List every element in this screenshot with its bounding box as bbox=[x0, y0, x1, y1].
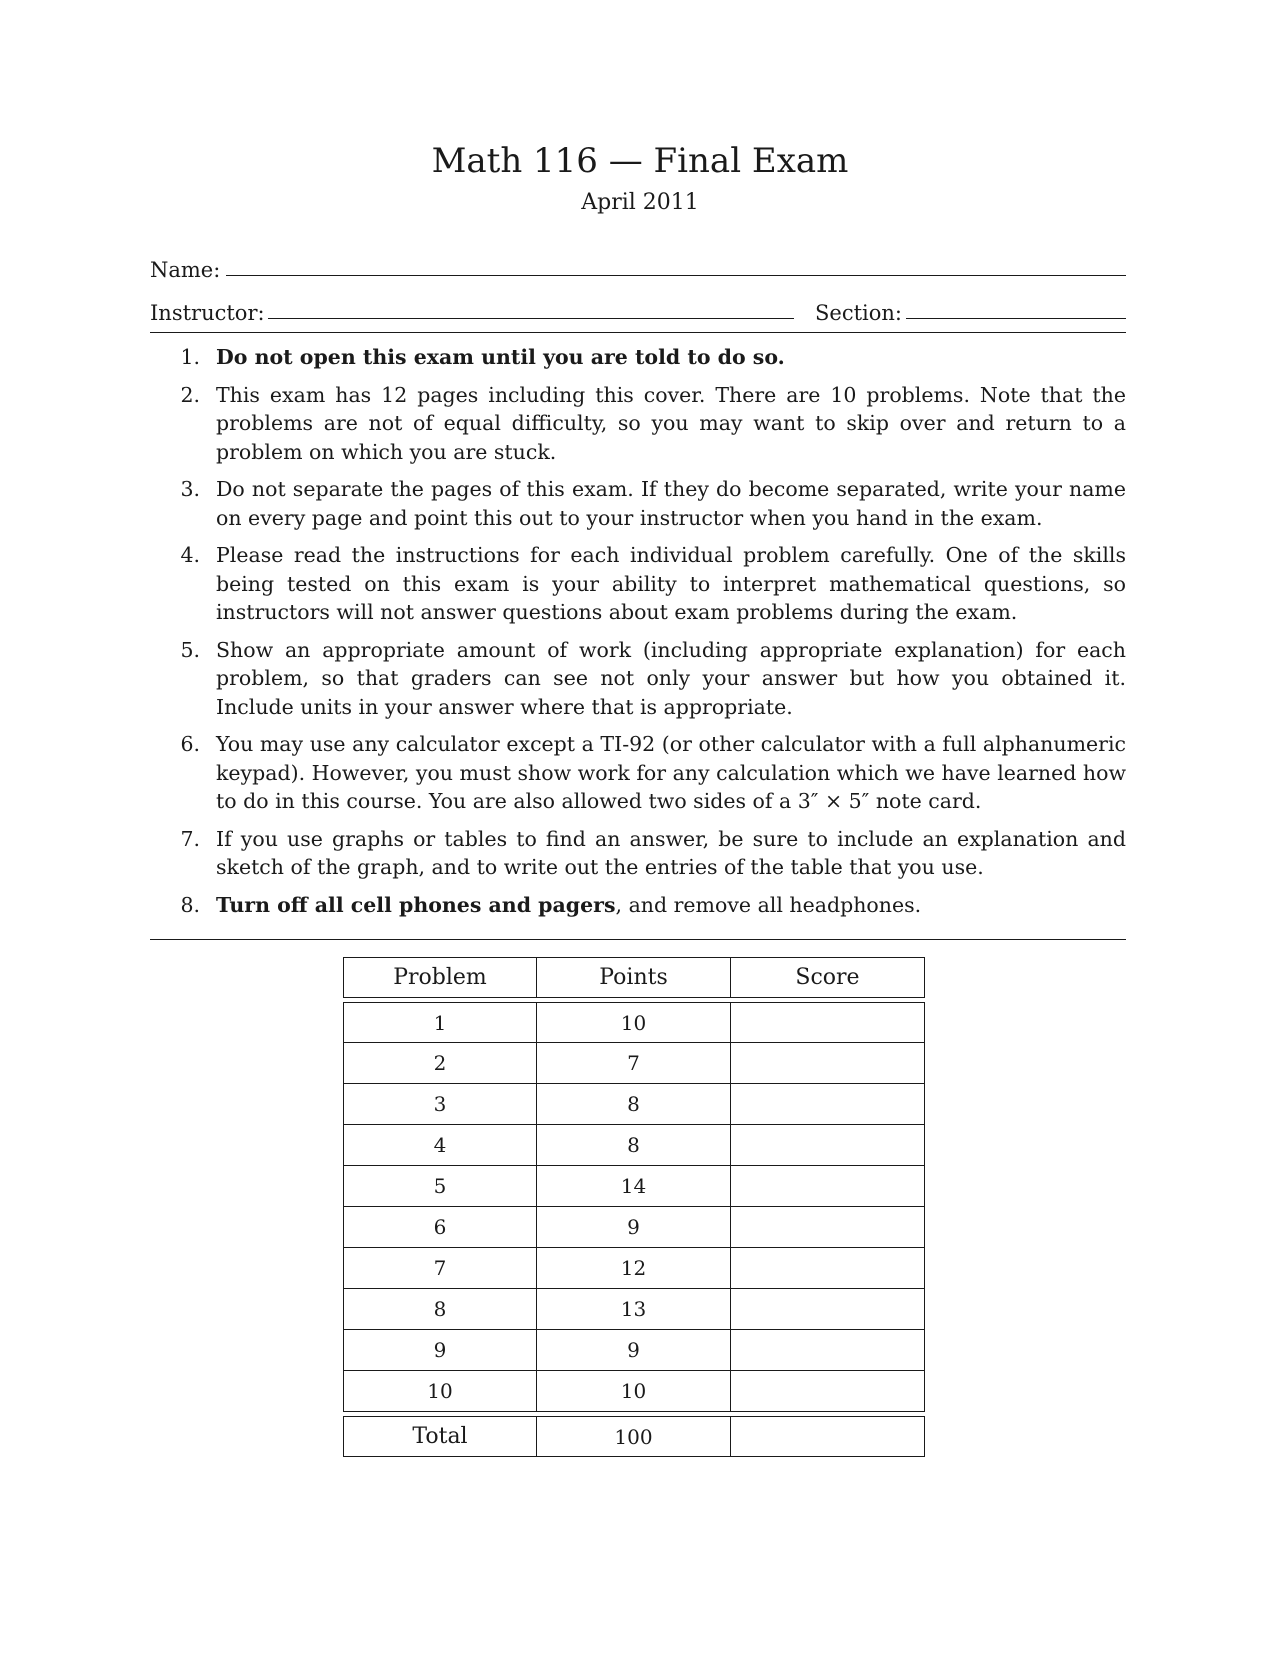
instruction-item bbox=[150, 825, 1126, 882]
score-cell[interactable] bbox=[731, 1207, 925, 1248]
score-cell[interactable] bbox=[731, 1248, 925, 1289]
instruction-item bbox=[150, 343, 1126, 372]
table-row bbox=[343, 1125, 925, 1166]
points-cell: 10 bbox=[537, 1371, 731, 1412]
instruction-item bbox=[150, 730, 1126, 816]
score-cell[interactable] bbox=[731, 1371, 925, 1412]
score-cell[interactable] bbox=[731, 1125, 925, 1166]
problem-cell: 5 bbox=[343, 1166, 537, 1207]
problem-cell: 6 bbox=[343, 1207, 537, 1248]
column-header-problem: Problem bbox=[343, 957, 537, 998]
table-row bbox=[343, 1002, 925, 1043]
problem-cell: 2 bbox=[343, 1043, 537, 1084]
instruction-number: 6. bbox=[180, 732, 200, 756]
bottom-divider bbox=[150, 939, 1126, 940]
score-cell[interactable] bbox=[731, 1289, 925, 1330]
name-field[interactable] bbox=[226, 275, 1126, 276]
score-cell[interactable] bbox=[731, 1084, 925, 1125]
instruction-number: 4. bbox=[180, 543, 200, 567]
score-cell[interactable] bbox=[731, 1002, 925, 1043]
instruction-text: If you use graphs or tables to find an answer, be sure to include an explanation and sketch of the graph, and to write out the entries of the table that you use. bbox=[216, 826, 1126, 879]
table-row bbox=[343, 1371, 925, 1412]
instructor-field[interactable] bbox=[268, 318, 794, 319]
instruction-number: 1. bbox=[180, 345, 200, 369]
problem-cell: 10 bbox=[343, 1371, 537, 1412]
table-row bbox=[343, 1330, 925, 1371]
instruction-text: Show an appropriate amount of work (including appropriate explanation) for each problem, so that graders can see not only your answer but how you obtained it. Include units in your answer where that is appropriate. bbox=[216, 637, 1126, 719]
total-points-cell: 100 bbox=[537, 1416, 731, 1457]
total-label-cell: Total bbox=[343, 1416, 537, 1457]
table-row bbox=[343, 1166, 925, 1207]
column-header-score: Score bbox=[731, 957, 925, 998]
table-row bbox=[343, 1207, 925, 1248]
top-divider bbox=[150, 332, 1126, 333]
instruction-item bbox=[150, 541, 1126, 627]
points-cell: 13 bbox=[537, 1289, 731, 1330]
points-cell: 14 bbox=[537, 1166, 731, 1207]
instruction-item bbox=[150, 381, 1126, 467]
points-cell: 9 bbox=[537, 1330, 731, 1371]
column-header-points: Points bbox=[537, 957, 731, 998]
section-label: Section: bbox=[815, 301, 902, 325]
problem-cell: 1 bbox=[343, 1002, 537, 1043]
instruction-number: 8. bbox=[180, 892, 200, 917]
table-row bbox=[343, 1084, 925, 1125]
problem-cell: 4 bbox=[343, 1125, 537, 1166]
points-cell: 8 bbox=[537, 1084, 731, 1125]
table-row bbox=[343, 1289, 925, 1330]
score-cell[interactable] bbox=[731, 1043, 925, 1084]
table-total-row bbox=[343, 1416, 925, 1457]
instruction-bold-text: Do not open this exam until you are told to do so. bbox=[216, 345, 785, 369]
instructor-label: Instructor: bbox=[150, 301, 265, 325]
instruction-number: 2. bbox=[180, 382, 200, 407]
total-score-cell[interactable] bbox=[731, 1416, 925, 1457]
score-cell[interactable] bbox=[731, 1330, 925, 1371]
table-header-row bbox=[343, 957, 925, 998]
instruction-text: Do not separate the pages of this exam. If they do become separated, write your name on every page and point this out to your instructor when you hand in the exam. bbox=[216, 477, 1126, 530]
instruction-text: , and remove all headphones. bbox=[615, 892, 922, 917]
points-cell: 9 bbox=[537, 1207, 731, 1248]
instruction-text: You may use any calculator except a TI-92 (or other calculator with a full alphanumeric keypad). However, you must show work for any calculation which we have learned how to do in this course. You are also allowed two sides of a 3″ × 5″ note card. bbox=[216, 732, 1126, 813]
page-title: Math 116 — Final Exam bbox=[431, 141, 849, 181]
instruction-text: This exam has 12 pages including this cover. There are 10 problems. Note that the problems are not of equal difficulty, so you may want to skip over and return to a problem on which you are stuck. bbox=[216, 382, 1126, 464]
points-cell: 7 bbox=[537, 1043, 731, 1084]
problem-cell: 9 bbox=[343, 1330, 537, 1371]
problem-cell: 3 bbox=[343, 1084, 537, 1125]
score-cell[interactable] bbox=[731, 1166, 925, 1207]
instruction-item bbox=[150, 636, 1126, 722]
exam-date: April 2011 bbox=[581, 190, 699, 215]
instruction-number: 3. bbox=[180, 477, 200, 501]
problem-cell: 8 bbox=[343, 1289, 537, 1330]
instruction-text: Please read the instructions for each individual problem carefully. One of the skills being tested on this exam is your ability to interpret mathematical questions, so instructors will not answer questions about exam problems during the exam. bbox=[216, 543, 1126, 624]
section-field[interactable] bbox=[906, 318, 1126, 319]
instruction-bold-text: Turn off all cell phones and pagers bbox=[216, 892, 616, 917]
points-cell: 8 bbox=[537, 1125, 731, 1166]
name-label: Name: bbox=[150, 258, 221, 282]
table-row bbox=[343, 1043, 925, 1084]
instruction-number: 7. bbox=[180, 826, 200, 851]
instruction-item bbox=[150, 891, 1126, 920]
table-row bbox=[343, 1248, 925, 1289]
instruction-item bbox=[150, 475, 1126, 532]
score-table bbox=[343, 957, 925, 1457]
points-cell: 12 bbox=[537, 1248, 731, 1289]
instruction-number: 5. bbox=[180, 637, 200, 662]
instructions-list bbox=[150, 343, 1126, 928]
problem-cell: 7 bbox=[343, 1248, 537, 1289]
points-cell: 10 bbox=[537, 1002, 731, 1043]
